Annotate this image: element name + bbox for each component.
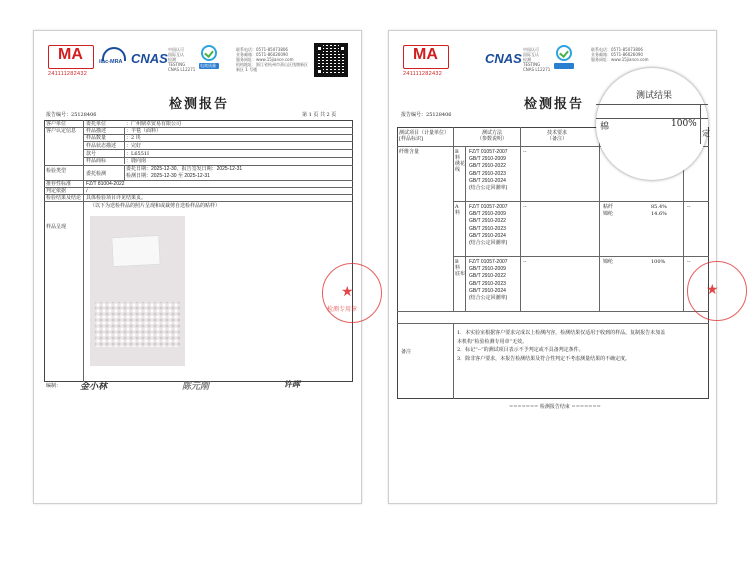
method-line: GB/T 2910-2009 — [469, 266, 506, 273]
cnas-logo: CNAS — [131, 51, 168, 66]
note-line: 3．除非客户要求，本报告检测结果及符合性判定不考虑测量结果的不确定度。 — [457, 355, 631, 362]
cma-logo — [403, 45, 449, 69]
cert-line: 国际互认 — [523, 52, 539, 57]
magnifier-item: 棉 — [600, 122, 610, 132]
qty-label: 样品数量 — [86, 135, 107, 141]
note-line: 2．标记“--”的测试项目表示不予判定或不具备判定条件。 — [457, 347, 584, 353]
contact-address: 机构地址：浙江省杭州市萧山区钱塘新区 — [236, 62, 308, 67]
state-text: 完好 — [131, 143, 142, 149]
report-page-1 — [33, 30, 362, 504]
method-line: GB/T 2910-2022 — [469, 273, 506, 280]
cert-line: TESTING — [168, 62, 186, 67]
fiber-pct: 14.6% — [651, 211, 667, 217]
contact-block — [591, 47, 649, 62]
brand-label: 样品商标 — [86, 158, 107, 164]
method-line: FZ/T 01057-2007 — [469, 259, 508, 265]
qty-value: ：2 块 — [126, 135, 141, 141]
seal-text: 检测专用章 — [327, 306, 358, 313]
qty-text: 2 块 — [131, 135, 141, 141]
recv-dates: 委托日期：2025-12-30、报告签发日期：2025-12-31 — [126, 166, 243, 172]
sample-info-label: 客户认定信息 — [46, 128, 77, 134]
row-part: A 料 — [455, 204, 461, 216]
fiber-pct: 85.4% — [651, 204, 667, 210]
report-number — [401, 112, 451, 118]
client-value: ：广州鼎卓贸易有限公司 — [126, 121, 182, 127]
report-number-label: 报告编号： — [401, 112, 427, 118]
col-item-header — [399, 130, 449, 142]
report-end-line: ======= 检测报告结束 ======= — [509, 404, 601, 410]
state-label: 样品状态描述 — [86, 143, 117, 149]
cert-line: 检测 — [168, 57, 176, 62]
judge-value: / — [86, 188, 88, 194]
report-number-label: 报告编号： — [46, 112, 72, 118]
row-judge: -- — [687, 259, 691, 265]
sample-swatch-image — [111, 235, 161, 267]
result-value: 具体检验项目详见结果页。 — [86, 195, 147, 201]
report-title: 检测报告 — [524, 97, 585, 112]
method-line: GB/T 2910-2023 — [469, 280, 506, 287]
notes-label: 备注 — [401, 349, 412, 355]
col-item-subtitle: [样品标识] — [399, 136, 423, 142]
cert-text-block — [168, 47, 195, 72]
method-line: GB/T 2910-2009 — [469, 156, 506, 163]
row-item-fiber: 纤维含量 — [399, 149, 420, 155]
row-result-1 — [603, 259, 666, 265]
test-dates: 检测日期：2025-12-30 至 2025-12-31 — [126, 173, 210, 179]
col-req-title: 技术要求 — [547, 130, 568, 136]
cert-line: CNAS L12271 — [523, 67, 551, 72]
brand-value: ：鹿向南 — [126, 158, 147, 164]
method-line: (结合公定回潮率) — [469, 240, 508, 247]
method-line: GB/T 2910-2024 — [469, 287, 506, 294]
contact-email: 业务邮箱：0571-86026090 — [236, 52, 288, 57]
method-line: GB/T 2910-2022 — [469, 163, 506, 170]
col-method-header — [477, 130, 507, 142]
contact-phone: 联系电话：0571-85073806 — [591, 47, 643, 52]
contact-website: 服务网址：www.15jiance.com — [591, 57, 649, 62]
judge-label: 判定依据 — [46, 188, 67, 194]
fiber-name: 粘纤 — [603, 204, 614, 210]
method-line: GB/T 2910-2022 — [469, 218, 506, 225]
client-sub-label: 委托单位 — [86, 121, 107, 127]
contact-website: 服务网址：www.15jiance.com — [236, 57, 294, 62]
row-part: B 料 绣花 线 — [455, 149, 466, 173]
row-methods — [469, 259, 508, 302]
method-line: FZ/T 01057-2007 — [469, 204, 508, 210]
state-value: ：完好 — [126, 143, 142, 149]
row-req: -- — [523, 204, 527, 210]
standard-value: FZ/T 81004-2022 — [86, 181, 125, 187]
cma-logo-text: MA — [413, 46, 438, 63]
cert-line: 中国认可 — [523, 47, 539, 52]
note-line: 本机构“检验检测专用章”无效。 — [457, 338, 528, 345]
method-line: GB/T 2910-2023 — [469, 170, 506, 177]
quality-badge-icon — [199, 45, 219, 71]
contact-address-2: 新区 1 号楼 — [236, 67, 258, 72]
row-methods — [469, 204, 508, 247]
magnifier-lens[interactable] — [596, 68, 708, 180]
qr-code-icon — [314, 43, 348, 77]
method-line: GB/T 2910-2023 — [469, 225, 506, 232]
method-line: GB/T 2910-2024 — [469, 177, 506, 184]
col-method-title: 测试方法 — [482, 130, 503, 136]
col-method-subtitle: （参数说明） — [477, 136, 508, 142]
row-result-2 — [603, 211, 667, 217]
inspect-label: 检验类型 — [46, 168, 67, 174]
result-label: 检验结果及结论 — [46, 195, 82, 201]
method-line: GB/T 2910-2024 — [469, 232, 506, 239]
page-info: 第 1 页 共 2 页 — [302, 112, 337, 118]
editor-label: 编制： — [46, 383, 62, 389]
ilac-text: ilac-MRA — [99, 59, 123, 65]
quality-badge-caption: 电商质量 — [200, 63, 216, 68]
fiber-pct: 100% — [651, 259, 666, 265]
cma-number: 241111282432 — [403, 71, 443, 77]
photo-label: 样品呈现 — [46, 224, 67, 230]
contact-email: 业务邮箱：0571-86026090 — [591, 52, 643, 57]
cert-line: 检测 — [523, 57, 531, 62]
row-methods — [469, 149, 508, 192]
fiber-name: 锦纶 — [603, 211, 614, 217]
client-name: 广州鼎卓贸易有限公司 — [131, 121, 182, 127]
ilac-logo — [99, 47, 129, 73]
row-result-1 — [603, 204, 667, 210]
inspection-seal-icon: ★ — [687, 261, 747, 321]
cert-line: 国际互认 — [168, 52, 184, 57]
col-req-subtitle: （备注） — [547, 136, 568, 142]
cma-logo — [48, 45, 94, 69]
cma-number: 241111282432 — [48, 71, 88, 77]
desc-text: 羊毯（面料） — [131, 128, 162, 134]
sample-photo — [90, 216, 185, 366]
row-judge: -- — [687, 204, 691, 210]
inspection-seal-icon: ★ 检测专用章 — [322, 263, 382, 323]
note-line: 1．本实验室根据客户要求完成以上检测内容，检测结果仅适用于收到的样品。复制报告未加盖 — [457, 330, 666, 336]
row-req: -- — [523, 259, 527, 265]
cert-line: CNAS L12271 — [168, 67, 196, 72]
row-req: -- — [523, 149, 527, 155]
col-item-title: 测试项目（计量单位） — [399, 130, 450, 136]
notes-block — [457, 329, 665, 363]
reviewer-signature: 陈元刚 — [182, 382, 210, 392]
sample-fabric-texture — [95, 302, 180, 347]
model-label: 款号 — [86, 151, 97, 157]
report-number-value: 25128406 — [71, 112, 97, 118]
method-line: (结合公定回潮率) — [469, 295, 508, 302]
method-line: GB/T 2910-2009 — [469, 211, 506, 218]
row-part: B 料 底布 — [455, 259, 466, 277]
cma-logo-text: MA — [58, 46, 83, 63]
method-line: FZ/T 01057-2007 — [469, 149, 508, 155]
fiber-name: 锦纶 — [603, 259, 614, 265]
contact-phone: 联系电话：0571-85073806 — [236, 47, 288, 52]
photo-note: （以下为送检样品的照片呈现和或裁剪自送检样品的贴样） — [90, 203, 221, 209]
approver-signature: 许晖 — [284, 379, 300, 389]
cert-text-block — [523, 47, 550, 72]
model-value: ：L6551I — [126, 151, 150, 157]
magnifier-value: 100% — [671, 119, 697, 129]
report-title: 检测报告 — [169, 97, 230, 112]
model-text: L6551I — [131, 151, 150, 157]
desc-label: 样品描述 — [86, 128, 107, 134]
inspect-value: 委托检测 — [86, 171, 107, 177]
cnas-logo: CNAS — [485, 51, 522, 66]
col-req-header — [547, 130, 567, 142]
magnifier-judge-fragment: 定 — [702, 129, 710, 138]
quality-badge-icon — [554, 45, 574, 71]
desc-value: ：羊毯（面料） — [126, 128, 162, 134]
report-number — [46, 112, 96, 118]
report-number-value: 25128406 — [426, 112, 452, 118]
cert-line: 中国认可 — [168, 47, 184, 52]
client-label: 客户单位 — [46, 121, 67, 127]
standard-label: 推荐性标准 — [46, 181, 72, 187]
cert-line: TESTING — [523, 62, 541, 67]
contact-block — [236, 47, 308, 72]
editor-signature: 金小林 — [80, 382, 108, 392]
brand-text: 鹿向南 — [131, 158, 147, 164]
magnifier-header: 测试结果 — [636, 91, 673, 101]
method-line: (结合公定回潮率) — [469, 185, 508, 192]
